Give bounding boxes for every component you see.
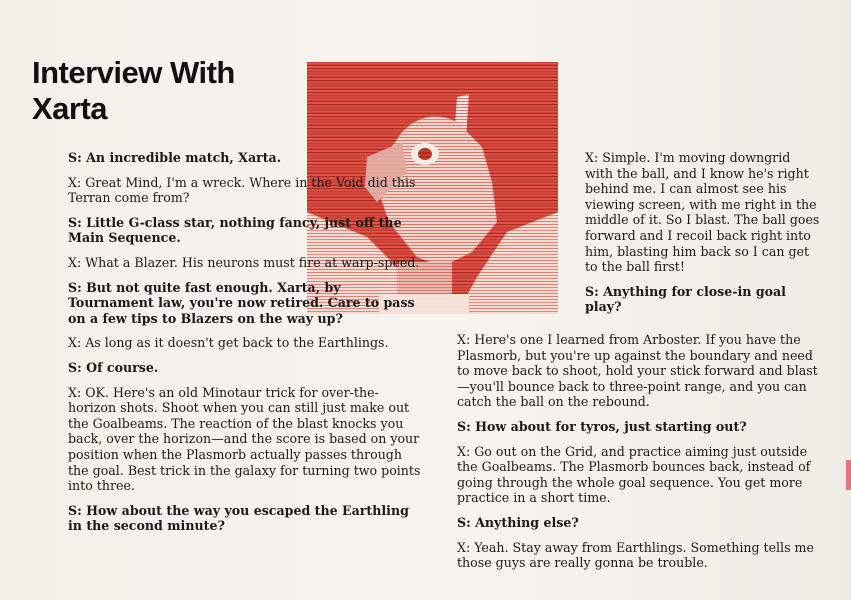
answer: X: Great Mind, I'm a wreck. Where in the Void did this Terran come from? bbox=[68, 174, 416, 206]
question: S: An incredible match, Xarta. bbox=[68, 150, 282, 165]
page-edge-mark bbox=[846, 460, 851, 490]
question: S: But not quite fast enough. Xarta, by Tournament law, you're now retired. Care to pass on a few tips to Blazers on the way up? bbox=[68, 279, 415, 326]
title-line-1: Interview With bbox=[32, 55, 235, 90]
right-bottom-column bbox=[457, 332, 819, 580]
left-column bbox=[68, 150, 426, 543]
question: S: Anything else? bbox=[457, 514, 579, 530]
answer: X: Here's one I learned from Arboster. If you have the Plasmorb, but you're up against the boundary and need to move back to shoot, hold your stick forward and blast—you'll bounce back to three-point range, and you can catch the ball on the rebound. bbox=[457, 332, 818, 410]
answer: X: What a Blazer. His neurons must fire at warp-speed. bbox=[68, 254, 420, 270]
question: S: Of course. bbox=[68, 359, 159, 375]
question: S: How about for tyros, just starting out? bbox=[457, 418, 747, 434]
answer: X: Yeah. Stay away from Earthlings. Something tells me those guys are really gonna be trouble. bbox=[457, 539, 814, 571]
answer: X: As long as it doesn't get back to the Earthlings. bbox=[68, 335, 389, 351]
answer: X: OK. Here's an old Minotaur trick for over-the-horizon shots. Shoot when you can still just make out the Goalbeams. The reaction of the blast knocks you back, over the horizon—and the score is based on your position when the Plasmorb actually passes through the goal. Best trick in the galaxy for turning two points into three. bbox=[68, 384, 421, 494]
question: S: How about the way you escaped the Earthling in the second minute? bbox=[68, 502, 409, 534]
question: S: Little G-class star, nothing fancy, just off the Main Sequence. bbox=[68, 214, 402, 246]
title-line-2: Xarta bbox=[32, 91, 108, 126]
right-top-column bbox=[585, 150, 820, 324]
page-title bbox=[32, 56, 235, 128]
question: S: Anything for close-in goal play? bbox=[585, 283, 786, 315]
answer: X: Simple. I'm moving downgrid with the ball, and I know he's right behind me. I can almost see his viewing screen, with me right in the middle of it. So I blast. The ball goes forward and I recoil back right into him, blasting him back so I can get to the ball first! bbox=[585, 150, 820, 275]
answer: X: Go out on the Grid, and practice aiming just outside the Goalbeams. The Plasmorb bounces back, instead of going through the whole goal sequence. You get more practice in a short time. bbox=[457, 443, 811, 506]
